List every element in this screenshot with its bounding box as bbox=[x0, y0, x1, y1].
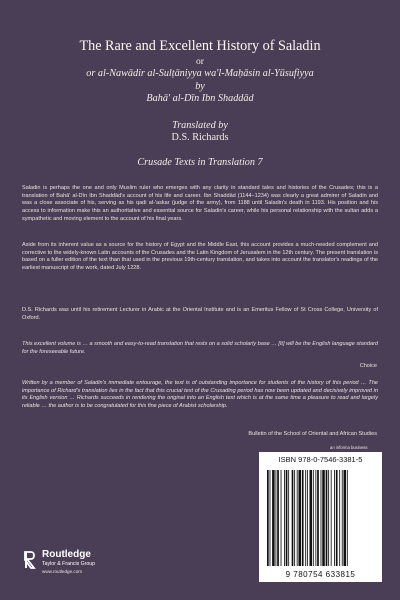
review-quote-1: This excellent volume is … a smooth and easy-to-read translation that rests on a solid scholarly base … [It] will be the English language standard for the foreseeable future. bbox=[22, 341, 378, 355]
publisher-name: Routledge bbox=[42, 549, 91, 560]
author-name: Bahā' al-Dīn Ibn Shaddād bbox=[146, 93, 254, 104]
review-source-1: Choice bbox=[359, 363, 377, 369]
informa-tagline: an informa business bbox=[330, 445, 368, 450]
translator-bio: D.S. Richards was until his retirement Lecturer in Arabic at the Oriental Institute and is an Emeritus Fellow of St Cross College, University of Oxford. bbox=[22, 307, 378, 321]
description-paragraph-1: Saladin is perhaps the one and only Muslim ruler who emerges with any clarity in standard tales and histories of the Crusades; this is a translation of Bahā' al-Dīn Ibn Shaddād's account of his life and career. Ibn Shaddād (1144–1234) was clearly a great admirer of Saladin and was a close associate of his, serving as his qadi al-'askar (judge of the army), from 1188 until Saladin's death in 1193. His position and his access to information make this an authoritative and essential source for Saladin's career, while his personal relationship with the sultan adds a sympathetic and moving element to the account of his final years. bbox=[22, 185, 378, 222]
or-connector: or bbox=[196, 57, 204, 67]
isbn-label: ISBN 978-0-7546-3381-5 bbox=[278, 455, 363, 464]
review-quote-2: Written by a member of Saladin's immediate entourage, the text is of outstanding importance for students of the history of this period … The importance of Richard's translation lies in the fact that this crucial text of the Crusading period has now been updated and decisively improved in its English version … Richards succeeds in rendering the original into an English text which is at the same time a pleasure to read and largely reliable … the author is to be congratulated for this fine piece of Arabist scholarship. bbox=[22, 380, 378, 410]
by-connector: by bbox=[195, 81, 205, 92]
barcode-number: 9 780754 633815 bbox=[285, 570, 356, 579]
review-source-2: Bulletin of the School of Oriental and African Studies bbox=[248, 431, 377, 437]
series-name: Crusade Texts in Translation 7 bbox=[137, 157, 263, 168]
publisher-website[interactable]: www.routledge.com bbox=[42, 569, 83, 574]
alternate-title: or al-Nawādir al-Sulṭāniyya wa'l-Maḥāsin al-Yūsufiyya bbox=[86, 68, 314, 79]
barcode-panel bbox=[259, 452, 382, 582]
book-title: The Rare and Excellent History of Saladin bbox=[79, 38, 321, 54]
routledge-logo-icon bbox=[23, 550, 37, 570]
publisher-group: Taylor & Francis Group bbox=[42, 561, 96, 567]
translated-by-label: Translated by bbox=[172, 120, 228, 131]
description-paragraph-2: Aside from its inherent value as a source for the history of Egypt and the Middle East, this account provides a much-needed complement and corrective to the widely-known Latin accounts of the Crusades and the Latin Kingdom of Jerusalem in the 12th century. The present translation is based on a fuller edition of the text than that used in the previous 19th-century translation, and takes into account the translator's readings of the earliest manuscript of the work, dated July 1228. bbox=[22, 242, 378, 272]
barcode-icon bbox=[265, 470, 376, 566]
translator-name: D.S. Richards bbox=[171, 132, 229, 143]
